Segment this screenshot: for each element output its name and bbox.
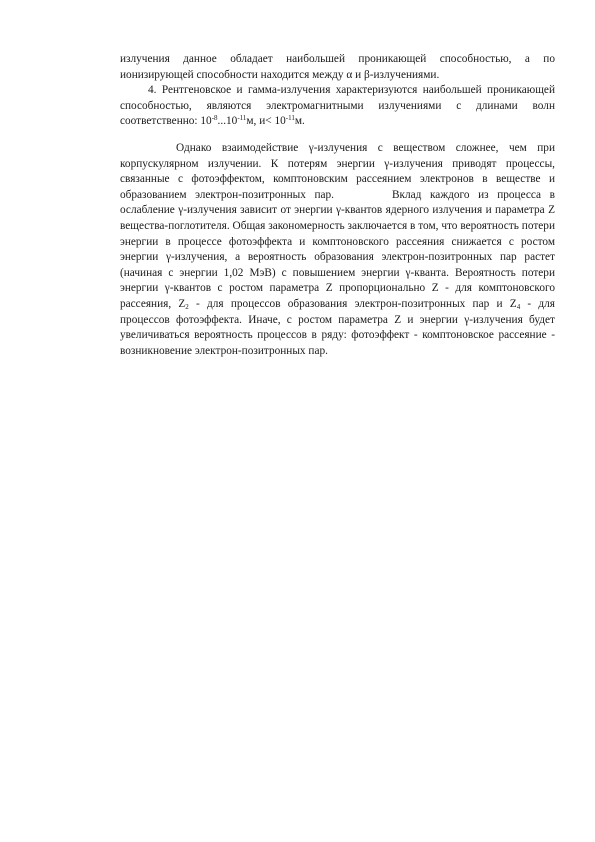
list-item-text-a: Рентгеновское и гамма-излучения характеризуются наибольшей проникающей способностью, являются электромагнитными излучениями с длинами волн соответственно: 10 — [120, 84, 555, 128]
paragraph-gamma-text-b: Вклад каждого из процесса в ослабление γ-излучения зависит от энергии γ-квантов ядерного излучения и параметра Z вещества-поглотителя. Общая закономерность заключается в том, что вероятность потери энергии в процессе фотоэффекта и комптоновского рассеяния снижается с ростом энергии γ-излучения, а вероятность образования электрон-позитронных пар растет (начиная с энергии 1,02 МэВ) с повышением энергии γ-кванта. Вероятность потери энергии γ-квантов с ростом параметра Z пропорционально Z - для комптоновского рассеяния, Z — [120, 188, 555, 310]
list-item-text-b: ...10 — [217, 115, 238, 128]
list-item-text-c: м, и< 10 — [246, 115, 286, 128]
paragraph-alpha-beta-text: излучения данное обладает наибольшей проникающей способностью, а по ионизирующей способности находится между α и β-излучениями. — [120, 53, 555, 81]
paragraph-gamma-text-a: Однако взаимодействие γ-излучения с веществом сложнее, чем при корпускулярном излучении. К потерям энергии γ-излучения приводят процессы, связанные с фотоэффектом, комптоновским рассеянием электронов в веществе и образованием электрон-позитронных пар. — [120, 141, 555, 201]
list-item-text-d: м. — [294, 115, 305, 128]
exponent-2: -11 — [237, 114, 247, 123]
exponent-3: -11 — [285, 114, 295, 123]
subscript-z2: 2 — [185, 302, 189, 311]
list-item-number: 4. — [148, 84, 157, 97]
paragraph-gamma-interaction — [120, 141, 555, 359]
subscript-z4: 4 — [516, 302, 521, 311]
list-item-4 — [120, 83, 555, 130]
paragraph-alpha-beta — [120, 52, 555, 83]
body-text — [120, 52, 555, 359]
exponent-1: -8 — [211, 114, 218, 123]
paragraph-gamma-text-c: - для процессов образования электрон-позитронных пар и Z — [188, 297, 517, 310]
paragraph-gamma-text-d: - для процессов фотоэффекта. Иначе, с ростом параметра Z и энергии γ-излучения будет увеличиваться вероятность процессов в ряду: фотоэффект - комптоновское рассеяние - возникновение электрон-позитронных пар. — [120, 297, 556, 357]
